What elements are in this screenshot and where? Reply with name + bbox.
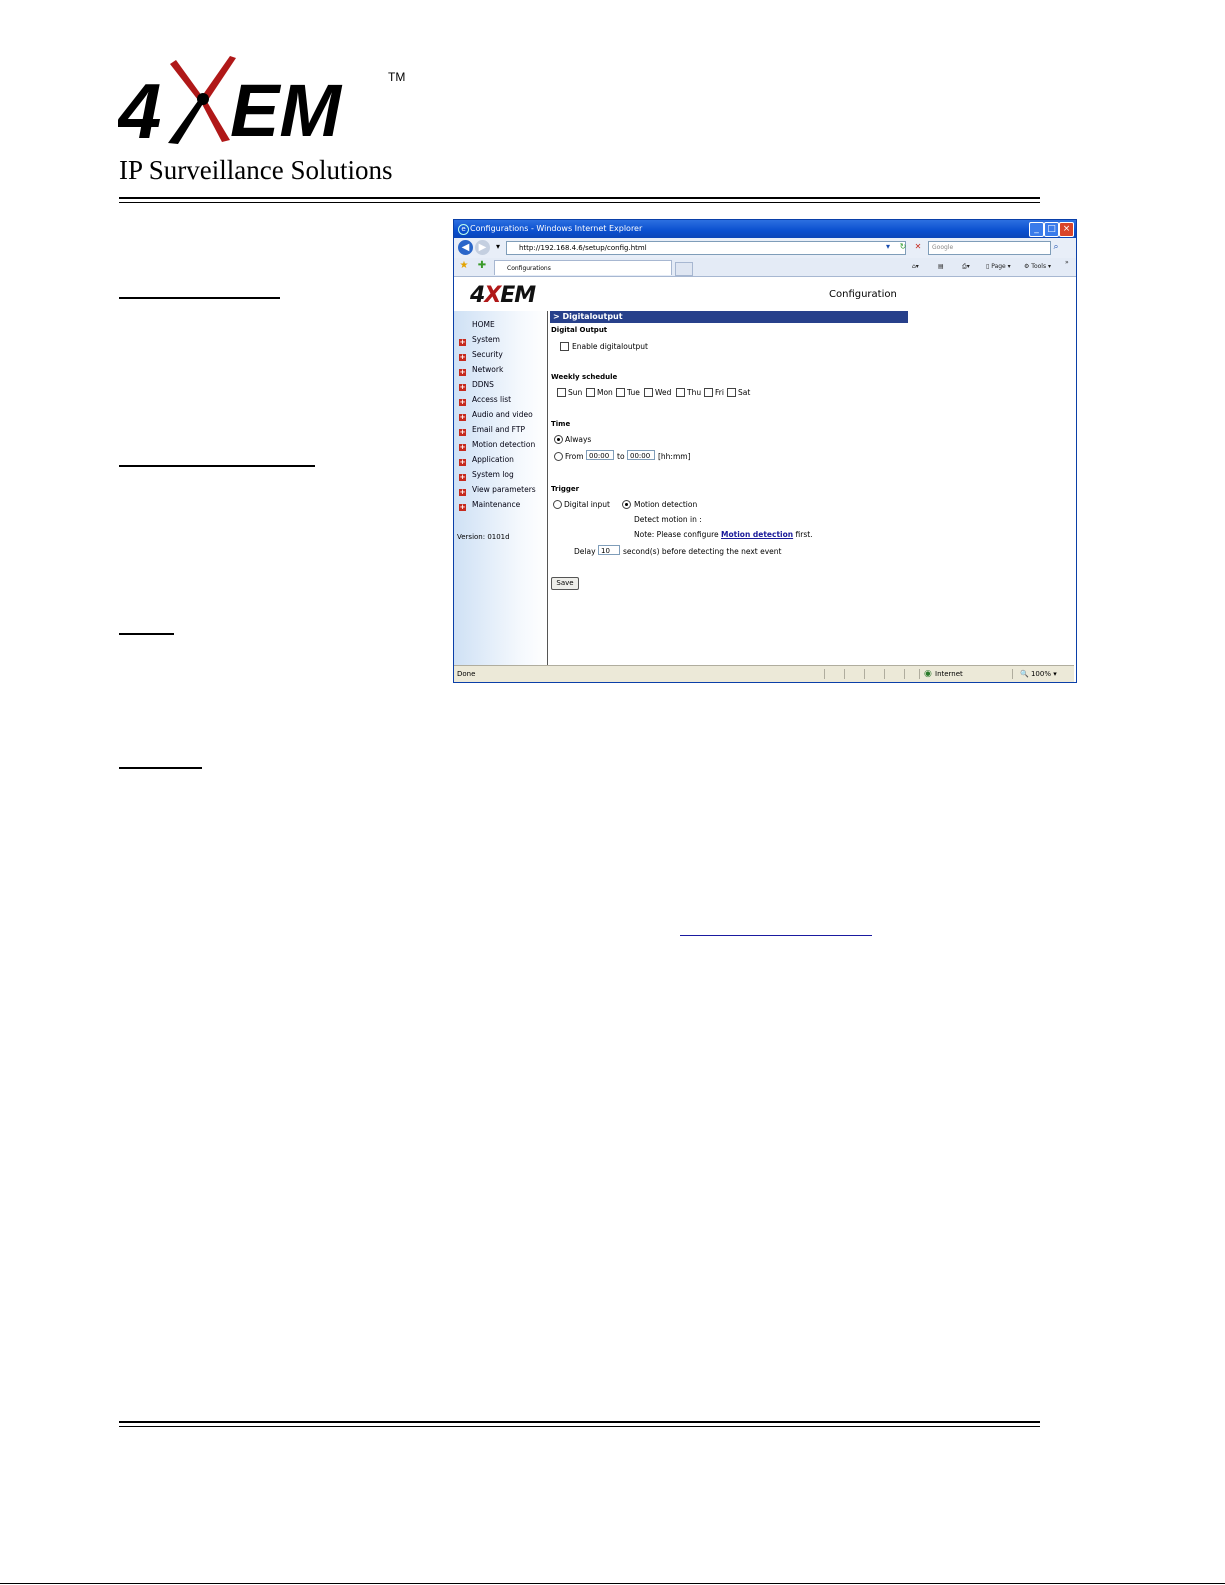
time-from-radio[interactable] — [554, 452, 563, 461]
favorites-star-icon[interactable]: ★ — [459, 260, 469, 271]
time-to-label: to — [617, 452, 625, 461]
address-dropdown-icon[interactable]: ▾ — [885, 242, 890, 251]
history-dropdown-icon[interactable]: ▾ — [495, 242, 500, 251]
time-from-input[interactable]: 00:00 — [586, 450, 614, 460]
feeds-icon[interactable]: ▤ — [938, 263, 944, 270]
footer-divider-thin — [119, 1426, 1040, 1427]
day-checkbox-thu[interactable] — [676, 388, 685, 397]
status-text: Done — [457, 670, 476, 678]
time-format-hint: [hh:mm] — [658, 452, 691, 461]
motion-note — [634, 530, 813, 539]
sidebar-item-maintenance[interactable]: Maintenance — [472, 500, 521, 509]
sidebar-item-motion-detection[interactable]: Motion detection — [472, 440, 536, 449]
brand-logo — [118, 48, 418, 148]
page-edge — [0, 1583, 1225, 1584]
time-heading: Time — [551, 420, 571, 428]
sidebar-item-home[interactable]: HOME — [472, 320, 495, 329]
section-underline — [119, 465, 315, 467]
back-icon[interactable]: ◀ — [458, 240, 473, 255]
security-zone: Internet — [935, 670, 963, 678]
sidebar-item-access-list[interactable]: Access list — [472, 395, 512, 404]
new-tab-button[interactable] — [675, 262, 693, 276]
day-checkbox-fri[interactable] — [704, 388, 713, 397]
status-divider — [864, 669, 865, 679]
save-button[interactable]: Save — [551, 577, 579, 590]
trigger-digital-input-label: Digital input — [564, 500, 610, 509]
page-content — [454, 277, 1074, 665]
status-bar — [454, 665, 1074, 682]
motion-detection-link[interactable]: Motion detection — [721, 530, 794, 539]
sidebar-item-audio-video[interactable]: Audio and video — [472, 410, 533, 419]
sidebar-item-application[interactable]: Application — [472, 455, 514, 464]
firmware-version: Version: 0101d — [457, 533, 510, 541]
delay-label: Delay — [574, 547, 596, 556]
expand-icon[interactable]: + — [459, 503, 466, 511]
status-divider — [844, 669, 845, 679]
search-icon[interactable]: ⌕ — [1053, 242, 1059, 252]
config-sidebar — [454, 311, 548, 665]
delay-suffix: second(s) before detecting the next event — [623, 547, 782, 556]
status-divider — [919, 669, 920, 679]
toolbar-overflow-icon[interactable]: » — [1065, 259, 1069, 266]
section-underline — [119, 767, 202, 769]
address-bar-row — [454, 238, 1076, 259]
add-favorite-icon[interactable]: ✚ — [477, 260, 487, 271]
note-suffix: first. — [795, 530, 813, 539]
section-header: > Digitaloutput — [550, 311, 908, 323]
sidebar-item-system[interactable]: System — [472, 335, 500, 344]
day-label: Sun — [568, 388, 583, 397]
header-divider-thin — [119, 202, 1040, 203]
hyperlink-underline[interactable] — [680, 935, 872, 936]
sidebar-item-view-parameters[interactable]: View parameters — [472, 485, 536, 494]
day-label: Wed — [655, 388, 672, 397]
sidebar-item-network[interactable]: Network — [472, 365, 504, 374]
day-checkbox-wed[interactable] — [644, 388, 653, 397]
expand-icon[interactable]: + — [459, 428, 466, 436]
camera-logo: 4XEM — [470, 283, 536, 308]
expand-icon[interactable]: + — [459, 338, 466, 346]
minimize-icon[interactable]: _ — [1029, 222, 1044, 237]
refresh-icon[interactable]: ↻ — [899, 242, 907, 251]
expand-icon[interactable]: + — [459, 368, 466, 376]
forward-icon[interactable]: ▶ — [475, 240, 490, 255]
tab-configurations[interactable]: Configurations — [494, 260, 672, 275]
digital-output-heading: Digital Output — [551, 326, 608, 334]
print-icon[interactable]: ⎙▾ — [962, 263, 970, 270]
search-input[interactable]: Google — [928, 241, 1051, 255]
window-titlebar — [454, 220, 1076, 238]
sidebar-item-security[interactable]: Security — [472, 350, 503, 359]
expand-icon[interactable]: + — [459, 353, 466, 361]
enable-digitaloutput-checkbox[interactable] — [560, 342, 569, 351]
expand-icon[interactable]: + — [459, 458, 466, 466]
trigger-motion-radio[interactable] — [622, 500, 631, 509]
window-title: Configurations - Windows Internet Explorer — [470, 224, 643, 233]
ie-logo-icon: e — [458, 224, 469, 235]
page-title: Configuration — [829, 289, 897, 300]
section-underline — [119, 297, 280, 299]
expand-icon[interactable]: + — [459, 443, 466, 451]
time-to-input[interactable]: 00:00 — [627, 450, 655, 460]
section-underline — [119, 633, 174, 635]
time-from-label: From — [565, 452, 584, 461]
note-prefix: Note: Please configure — [634, 530, 719, 539]
zoom-level[interactable]: 🔍 100% ▾ — [1020, 670, 1057, 678]
status-divider — [884, 669, 885, 679]
page-menu[interactable]: ▯ Page ▾ — [986, 263, 1011, 270]
svg-text:EM: EM — [230, 69, 341, 148]
day-checkbox-mon[interactable] — [586, 388, 595, 397]
status-divider — [1012, 669, 1013, 679]
expand-icon[interactable]: + — [459, 473, 466, 481]
time-always-label: Always — [565, 435, 592, 444]
trigger-motion-label: Motion detection — [634, 500, 698, 509]
day-checkbox-sun[interactable] — [557, 388, 566, 397]
day-checkbox-sat[interactable] — [727, 388, 736, 397]
globe-icon: ◉ — [924, 669, 932, 679]
day-label: Thu — [687, 388, 702, 397]
detect-motion-label: Detect motion in : — [634, 515, 702, 524]
tab-bar — [454, 258, 1076, 277]
tagline: IP Surveillance Solutions — [119, 155, 393, 185]
footer-divider — [119, 1421, 1040, 1423]
weekly-schedule-heading: Weekly schedule — [551, 373, 618, 381]
expand-icon[interactable]: + — [459, 413, 466, 421]
day-label: Mon — [597, 388, 613, 397]
svg-text:4: 4 — [118, 67, 162, 148]
day-label: Fri — [715, 388, 724, 397]
enable-digitaloutput-label: Enable digitaloutput — [572, 342, 648, 351]
expand-icon[interactable]: + — [459, 383, 466, 391]
day-label: Sat — [738, 388, 751, 397]
trademark-mark: TM — [388, 70, 406, 84]
browser-window — [453, 219, 1077, 683]
sidebar-item-email-ftp[interactable]: Email and FTP — [472, 425, 525, 434]
header-divider — [119, 197, 1040, 199]
brand-logo-graphic — [118, 48, 418, 148]
delay-input[interactable]: 10 — [598, 545, 620, 555]
tools-menu[interactable]: ⚙ Tools ▾ — [1024, 263, 1051, 270]
maximize-icon[interactable]: □ — [1044, 222, 1059, 237]
trigger-digital-input-radio[interactable] — [553, 500, 562, 509]
trigger-heading: Trigger — [551, 485, 580, 493]
sidebar-item-ddns[interactable]: DDNS — [472, 380, 494, 389]
stop-icon[interactable]: ✕ — [914, 242, 922, 251]
status-divider — [824, 669, 825, 679]
home-icon[interactable]: ⌂▾ — [912, 263, 919, 270]
sidebar-item-system-log[interactable]: System log — [472, 470, 514, 479]
address-input[interactable]: http://192.168.4.6/setup/config.html — [506, 241, 906, 255]
time-always-radio[interactable] — [554, 435, 563, 444]
status-divider — [904, 669, 905, 679]
day-label: Tue — [627, 388, 640, 397]
close-icon[interactable]: × — [1059, 222, 1074, 237]
expand-icon[interactable]: + — [459, 488, 466, 496]
expand-icon[interactable]: + — [459, 398, 466, 406]
day-checkbox-tue[interactable] — [616, 388, 625, 397]
